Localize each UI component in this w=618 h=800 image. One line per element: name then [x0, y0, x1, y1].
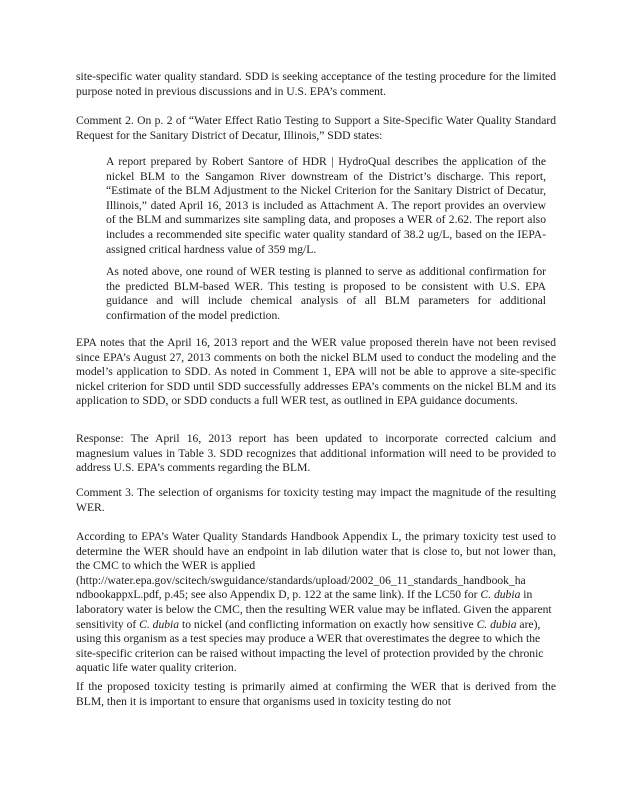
appendix-l-conclusion: are), using this organism as a test species may produce a WER that overestimates the degree to which the site-specific criterion can be raised without impacting the level of protection provided by the chronic aquatic life water quality criterion.: [76, 617, 544, 675]
appendix-l-middle: in laboratory water is below the CMC, then the resulting WER value may be inflated. Given the apparent sensitivity of: [76, 588, 552, 631]
response-paragraph: Response: The April 16, 2013 report has been updated to incorporate corrected calcium and magnesium values in Table 3. SDD recognizes that additional information will need to be provided to address U.S. EPA’s comments regarding the BLM.: [76, 432, 556, 475]
quoted-testing-paragraph: As noted above, one round of WER testing is planned to serve as additional confirmation for the predicted BLM-based WER. This testing is proposed to be consistent with U.S. EPA guidance and will include chemical analysis of all BLM parameters for additional confirmation of the model prediction.: [106, 265, 546, 322]
appendix-l-middle-2: to nickel (and conflicting information on exactly how sensitive: [179, 617, 477, 631]
handbook-url-line: (http://water.epa.gov/scitech/swguidance/standards/upload/2002_06_11_standards_handbook_ha: [76, 573, 526, 587]
final-paragraph: If the proposed toxicity testing is primarily aimed at confirming the WER that is derived from the BLM, then it is important to ensure that organisms used in toxicity testing do not: [76, 680, 556, 708]
comment-2-heading: Comment 2. On p. 2 of “Water Effect Ratio Testing to Support a Site-Specific Water Quality Standard Request for the Sanitary District of Decatur, Illinois,” SDD states:: [76, 114, 556, 142]
quoted-report-paragraph: A report prepared by Robert Santore of HDR | HydroQual describes the application of the nickel BLM to the Sangamon River downstream of the District’s discharge. This report, “Estimate of the BLM Adjustment to the Nickel Criterion for the Sanitary District of Decatur, Illinois,” dated April 16, 2013 is included as Attachment A. The report provides an overview of the BLM and summarizes site sampling data, and proposes a WER of 2.62. The report also includes a recommended site specific water quality standard of 38.2 ug/L, based on the IEPA-assigned critical hardness value of 359 mg/L.: [106, 155, 546, 256]
species-name: C. dubia: [480, 588, 521, 602]
handbook-url-continued: ndbookappxL.pdf, p.45; see also Appendix D, p. 122 at the same link). If the LC50 for: [76, 588, 481, 602]
appendix-l-paragraph: [76, 530, 556, 676]
epa-notes-paragraph: EPA notes that the April 16, 2013 report and the WER value proposed therein have not been revised since EPA’s August 27, 2013 comments on both the nickel BLM used to conduct the modeling and the model’s application to SDD. As noted in Comment 1, EPA will not be able to approve a site-specific nickel criterion for SDD until SDD successfully addresses EPA’s comments on the nickel BLM and its application to SDD, or SDD conducts a full WER test, as outlined in EPA guidance documents.: [76, 336, 556, 408]
comment-3-paragraph: Comment 3. The selection of organisms for toxicity testing may impact the magnitude of the resulting WER.: [76, 486, 556, 514]
species-name: C. dubia: [476, 617, 517, 631]
species-name: C. dubia: [139, 617, 180, 631]
intro-paragraph: site-specific water quality standard. SDD is seeking acceptance of the testing procedure for the limited purpose noted in previous discussions and in U.S. EPA’s comment.: [76, 70, 556, 98]
appendix-l-intro: According to EPA’s Water Quality Standards Handbook Appendix L, the primary toxicity test used to determine the WER should have an endpoint in lab dilution water that is close to, but not lower than, the CMC to which the WER is applied: [76, 530, 556, 573]
